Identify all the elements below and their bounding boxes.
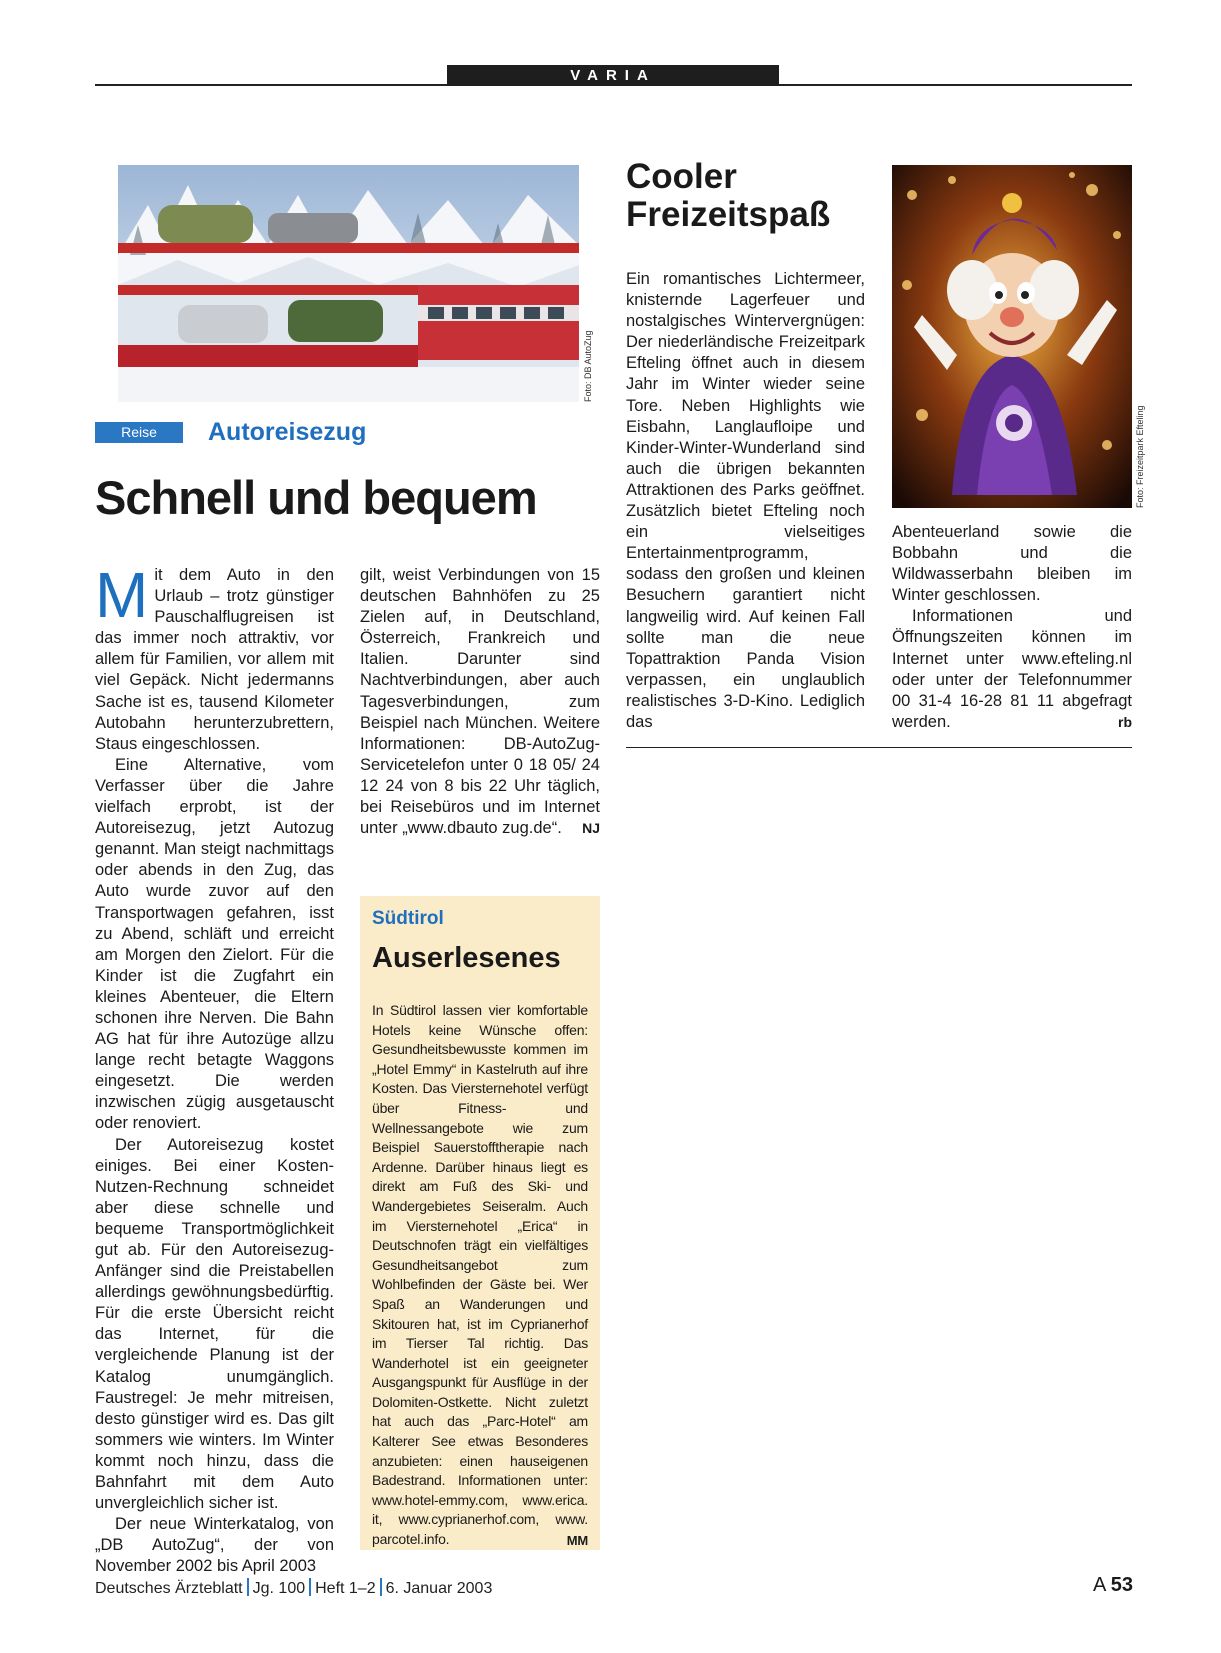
dropcap: M <box>95 559 149 631</box>
box-kicker: Südtirol <box>372 908 444 929</box>
paragraph: Der neue Winterkatalog, von „DB AutoZug“, der von November 2002 bis April 2003 <box>95 1515 334 1576</box>
footer-separator <box>380 1578 382 1596</box>
journal-name: Deutsches Ärzteblatt <box>95 1580 243 1597</box>
paragraph: Informationen und Öffnungszeiten können im Internet unter www.efteling.nl oder unter der Telefonnummer 00 31-4 16-28 81 11 abgefragt werden. <box>892 607 1132 731</box>
category-badge: Reise <box>95 422 183 443</box>
page-number: A 53 <box>1092 1574 1133 1596</box>
article-title: Schnell und bequem <box>95 471 537 524</box>
sidebar-box-suedtirol <box>360 896 600 1550</box>
paragraph: Ein romantisches Lichtermeer, knisternde Lagerfeuer und nostalgisches Wintervergnügen: Der niederländische Freizeitpark Efteling öffnet auch in diesem Jahr im Winter wieder seine Tore. Neben Highlights wie Eisbahn, Langlaufloipe und Kinder-Winter-Wunderland sind auch die übrigen bekannten Attraktionen des Parks geöffnet. Zusätzlich bietet Efteling noch ein vielseitiges Entertainmentprogramm, sodass den großen und kleinen Besuchern garantiert nicht langweilig wird. Auf keinen Fall sollte man die neue Topattraktion Panda Vision verpassen, ein unglaublich realistisches 3-D-Kino. Lediglich das <box>626 270 865 731</box>
paragraph: Der Autoreisezug kostet einiges. Bei einer Kosten-Nutzen-Rechnung schneidet aber diese schnelle und bequeme Transportmöglichkeit gut ab. Für den Autoreisezug-Anfänger sind die Preistabellen allerdings gewöhnungsbedürftig. Für die erste Übersicht reicht das Internet, für die vergleichende Planung ist der Katalog unumgänglich. Faustregel: Je mehr mitreisen, desto günstiger wird es. Das gilt sommers wie winters. Im Winter kommt noch hinzu, dass die Bahnfahrt mit dem Auto unvergleichlich sicher ist. <box>95 1135 334 1513</box>
photo-credit-efteling: Foto: Freizeitpark Efteling <box>1135 405 1145 508</box>
photo-credit-autozug: Foto: DB AutoZug <box>583 330 593 402</box>
author-signature: NJ <box>582 820 600 837</box>
box-title: Auserlesenes <box>372 942 561 974</box>
article-column-4 <box>892 522 1132 733</box>
box-signature: MM <box>566 1532 588 1548</box>
article-column-1 <box>95 559 334 1578</box>
paragraph: Abenteuerland sowie die Bobbahn und die Wildwasserbahn bleiben im Winter geschlossen. <box>892 523 1132 605</box>
footer-separator <box>247 1578 249 1596</box>
author-signature-rb: rb <box>1118 713 1132 730</box>
footer-separator <box>309 1578 311 1596</box>
journal-issue: Heft 1–2 <box>315 1580 376 1597</box>
right-article-end-rule <box>626 747 1132 748</box>
paragraph: gilt, weist Verbindungen von 15 deutschen Bahnhöfen zu 25 Zielen auf, in Deutschland, Österreich, Frankreich und Italien. Darunter sind Nachtverbindungen, aber auch Tagesverbindungen, zum Beispiel nach München. Weitere Informationen: DB-AutoZug-Servicetelefon unter 0 18 05/ 24 12 24 von 8 bis 22 Uhr täglich, bei Reisebüros und im Internet unter „www.dbauto zug.de“. <box>360 566 600 838</box>
right-title-line2: Freizeitspaß <box>626 195 831 234</box>
kicker-autoreisezug: Autoreisezug <box>208 418 367 446</box>
section-label: VARIA <box>447 65 779 86</box>
paragraph: Mit dem Auto in den Urlaub – trotz günstiger Pauschalflugreisen ist das immer noch attraktiv, vor allem für Familien, vor allem mit viel Gepäck. Nicht jedermanns Sache ist es, tausend Kilometer Autobahn herunterzubrettern, Staus eingeschlossen. <box>95 559 334 753</box>
right-title-line1: Cooler <box>626 157 737 196</box>
footer-citation <box>95 1578 492 1598</box>
efteling-photo <box>892 165 1132 508</box>
article-column-2 <box>360 565 600 839</box>
journal-volume: Jg. 100 <box>252 1580 306 1597</box>
paragraph: Eine Alternative, vom Verfasser über die Jahre vielfach erprobt, ist der Autoreisezug, jetzt Autozug genannt. Man steigt nachmittags oder abends in den Zug, das Auto wurde zuvor auf den Transportwagen gefahren, isst zu Abend, schläft und erreicht am Morgen den Zielort. Für die Kinder ist die Zugfahrt ein kleines Abenteuer, die Eltern schonen ihre Nerven. Die Bahn AG hat für ihre Autozüge allzu lange recht betagte Waggons eingesetzt. Die werden inzwischen zügig ausgetauscht oder renoviert. <box>95 755 334 1133</box>
journal-date: 6. Januar 2003 <box>385 1580 493 1597</box>
box-body: In Südtirol lassen vier komfortable Hotels keine Wünsche offen: Gesundheitsbewusste kommen im „Hotel Emmy“ in Kastelruth auf ihre Kosten. Das Viersternehotel verfügt über Fitness- und Wellnessangebote wie zum Beispiel Sauerstofftherapie nach Ardenne. Darüber hinaus liegt es direkt am Fuß des Ski- und Wandergebietes Seiseralm. Auch im Viersternehotel „Erica“ in Deutschnofen trägt ein vielfältiges Gesundheitsangebot zum Wohlbefinden der Gäste bei. Wer Spaß an Wanderungen und Skitouren hat, ist im Cyprianerhof im Tierser Tal richtig. Das Wanderhotel ist ein geeigneter Ausgangspunkt für Ausflüge in der Dolomiten-Ostkette. Nicht zuletzt hat auch das „Parc-Hotel“ am Kalterer See etwas Besonderes anzubieten: einen hauseigenen Badestrand. Informationen unter: www.hotel-emmy.com, www.erica. it, www.cyprianerhof.com, www. parcotel.info. MM <box>372 1001 588 1550</box>
autozug-photo <box>118 165 579 402</box>
article-column-3 <box>626 269 865 733</box>
